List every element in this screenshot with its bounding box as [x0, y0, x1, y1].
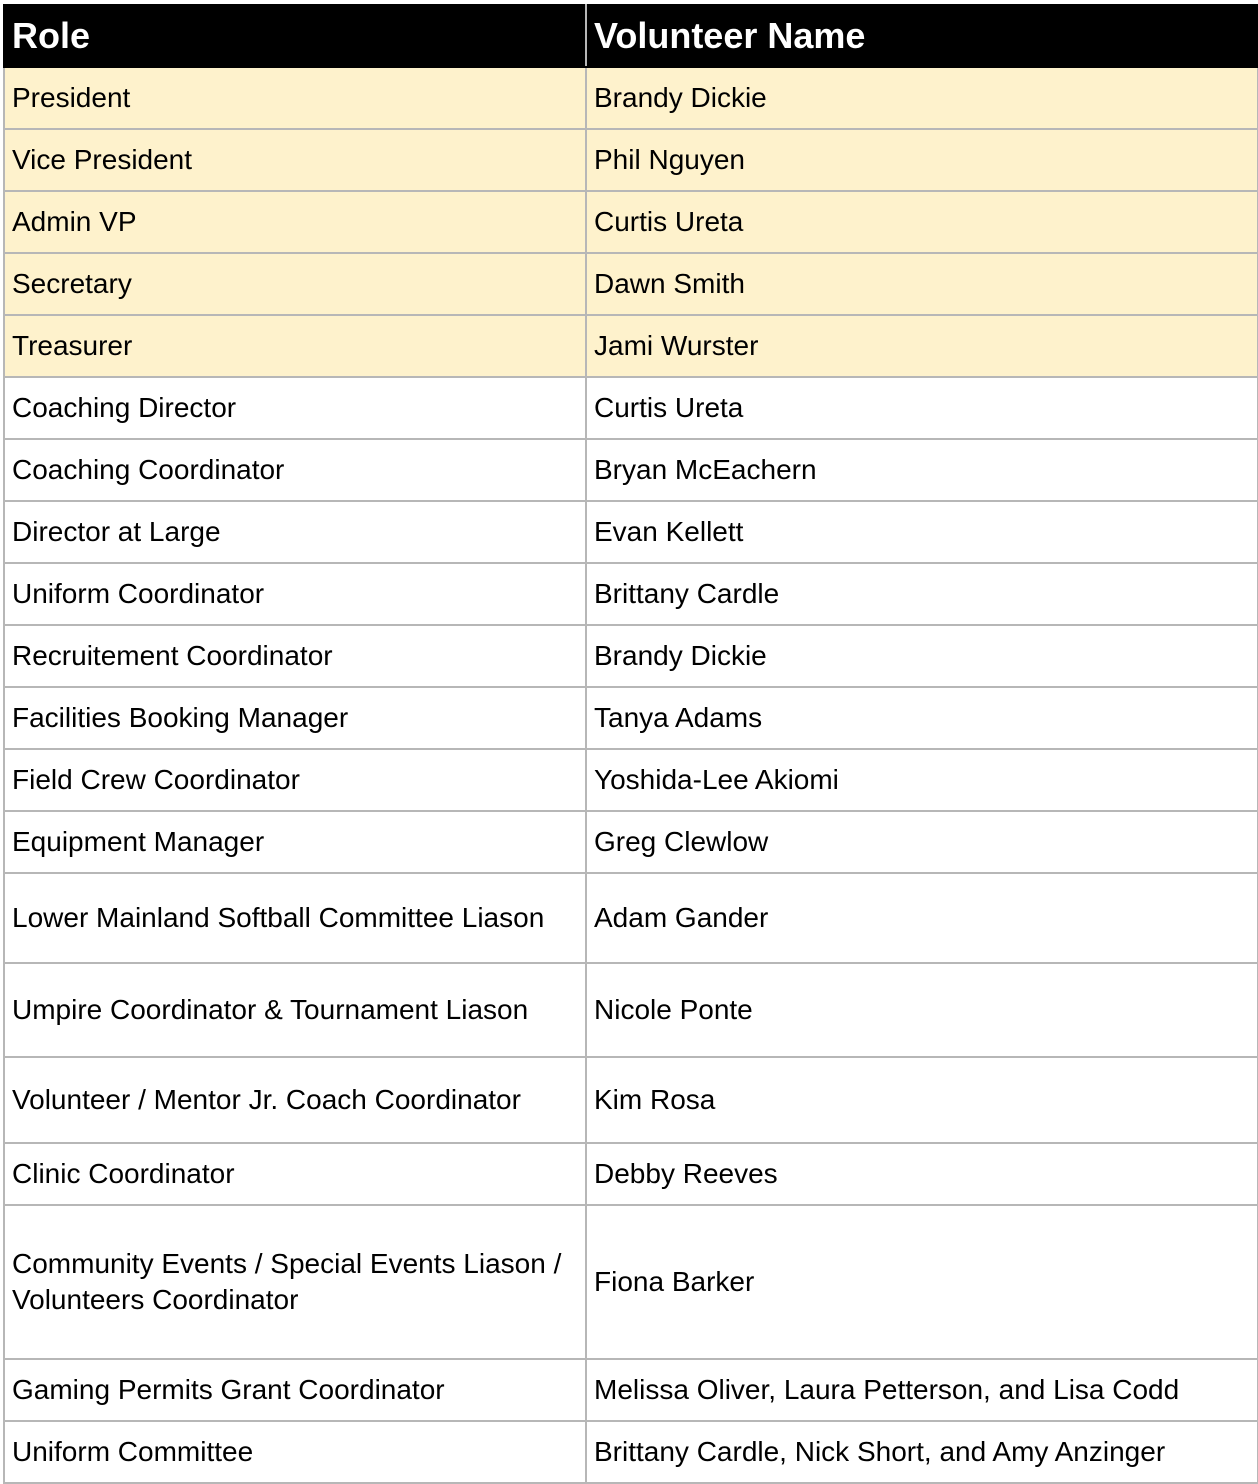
table-row	[4, 1421, 1258, 1483]
volunteer-cell: Evan Kellett	[586, 501, 1258, 563]
volunteer-cell: Yoshida-Lee Akiomi	[586, 749, 1258, 811]
volunteer-cell: Brittany Cardle, Nick Short, and Amy Anzinger	[586, 1421, 1258, 1483]
role-cell: Field Crew Coordinator	[4, 749, 586, 811]
role-cell: Recruitement Coordinator	[4, 625, 586, 687]
volunteer-cell: Nicole Ponte	[586, 963, 1258, 1057]
role-cell: Gaming Permits Grant Coordinator	[4, 1359, 586, 1421]
role-cell: Uniform Coordinator	[4, 563, 586, 625]
table-row	[4, 873, 1258, 963]
table-row	[4, 1143, 1258, 1205]
table-row	[4, 377, 1258, 439]
table-row	[4, 563, 1258, 625]
volunteer-column-header: Volunteer Name	[586, 5, 1258, 67]
role-column-header: Role	[4, 5, 586, 67]
volunteer-cell: Bryan McEachern	[586, 439, 1258, 501]
volunteer-cell: Fiona Barker	[586, 1205, 1258, 1359]
table-row	[4, 315, 1258, 377]
role-cell: Coaching Coordinator	[4, 439, 586, 501]
role-cell: Secretary	[4, 253, 586, 315]
table-row	[4, 1359, 1258, 1421]
table-row	[4, 687, 1258, 749]
volunteer-cell: Debby Reeves	[586, 1143, 1258, 1205]
table-row	[4, 129, 1258, 191]
volunteer-cell: Phil Nguyen	[586, 129, 1258, 191]
role-cell: Director at Large	[4, 501, 586, 563]
table-row	[4, 625, 1258, 687]
role-cell: Vice President	[4, 129, 586, 191]
table-header-row	[4, 5, 1258, 67]
table-row	[4, 1057, 1258, 1143]
role-cell: Treasurer	[4, 315, 586, 377]
role-cell: Volunteer / Mentor Jr. Coach Coordinator	[4, 1057, 586, 1143]
volunteer-cell: Brittany Cardle	[586, 563, 1258, 625]
volunteer-cell: Brandy Dickie	[586, 625, 1258, 687]
volunteer-cell: Adam Gander	[586, 873, 1258, 963]
table-row	[4, 439, 1258, 501]
volunteer-cell: Curtis Ureta	[586, 191, 1258, 253]
role-cell: President	[4, 67, 586, 129]
role-cell: Equipment Manager	[4, 811, 586, 873]
volunteer-roster-table	[3, 4, 1258, 1484]
volunteer-cell: Melissa Oliver, Laura Petterson, and Lisa Codd	[586, 1359, 1258, 1421]
table-row	[4, 191, 1258, 253]
table-row	[4, 811, 1258, 873]
table-row	[4, 1205, 1258, 1359]
volunteer-cell: Tanya Adams	[586, 687, 1258, 749]
volunteer-cell: Jami Wurster	[586, 315, 1258, 377]
table-row	[4, 749, 1258, 811]
role-cell: Uniform Committee	[4, 1421, 586, 1483]
table-row	[4, 67, 1258, 129]
volunteer-cell: Curtis Ureta	[586, 377, 1258, 439]
role-cell: Lower Mainland Softball Committee Liason	[4, 873, 586, 963]
volunteer-cell: Brandy Dickie	[586, 67, 1258, 129]
role-cell: Admin VP	[4, 191, 586, 253]
role-cell: Community Events / Special Events Liason / Volunteers Coordinator	[4, 1205, 586, 1359]
role-cell: Coaching Director	[4, 377, 586, 439]
volunteer-cell: Greg Clewlow	[586, 811, 1258, 873]
role-cell: Facilities Booking Manager	[4, 687, 586, 749]
table-row	[4, 963, 1258, 1057]
volunteer-cell: Kim Rosa	[586, 1057, 1258, 1143]
volunteer-cell: Dawn Smith	[586, 253, 1258, 315]
role-cell: Clinic Coordinator	[4, 1143, 586, 1205]
table-row	[4, 253, 1258, 315]
role-cell: Umpire Coordinator & Tournament Liason	[4, 963, 586, 1057]
table-row	[4, 501, 1258, 563]
